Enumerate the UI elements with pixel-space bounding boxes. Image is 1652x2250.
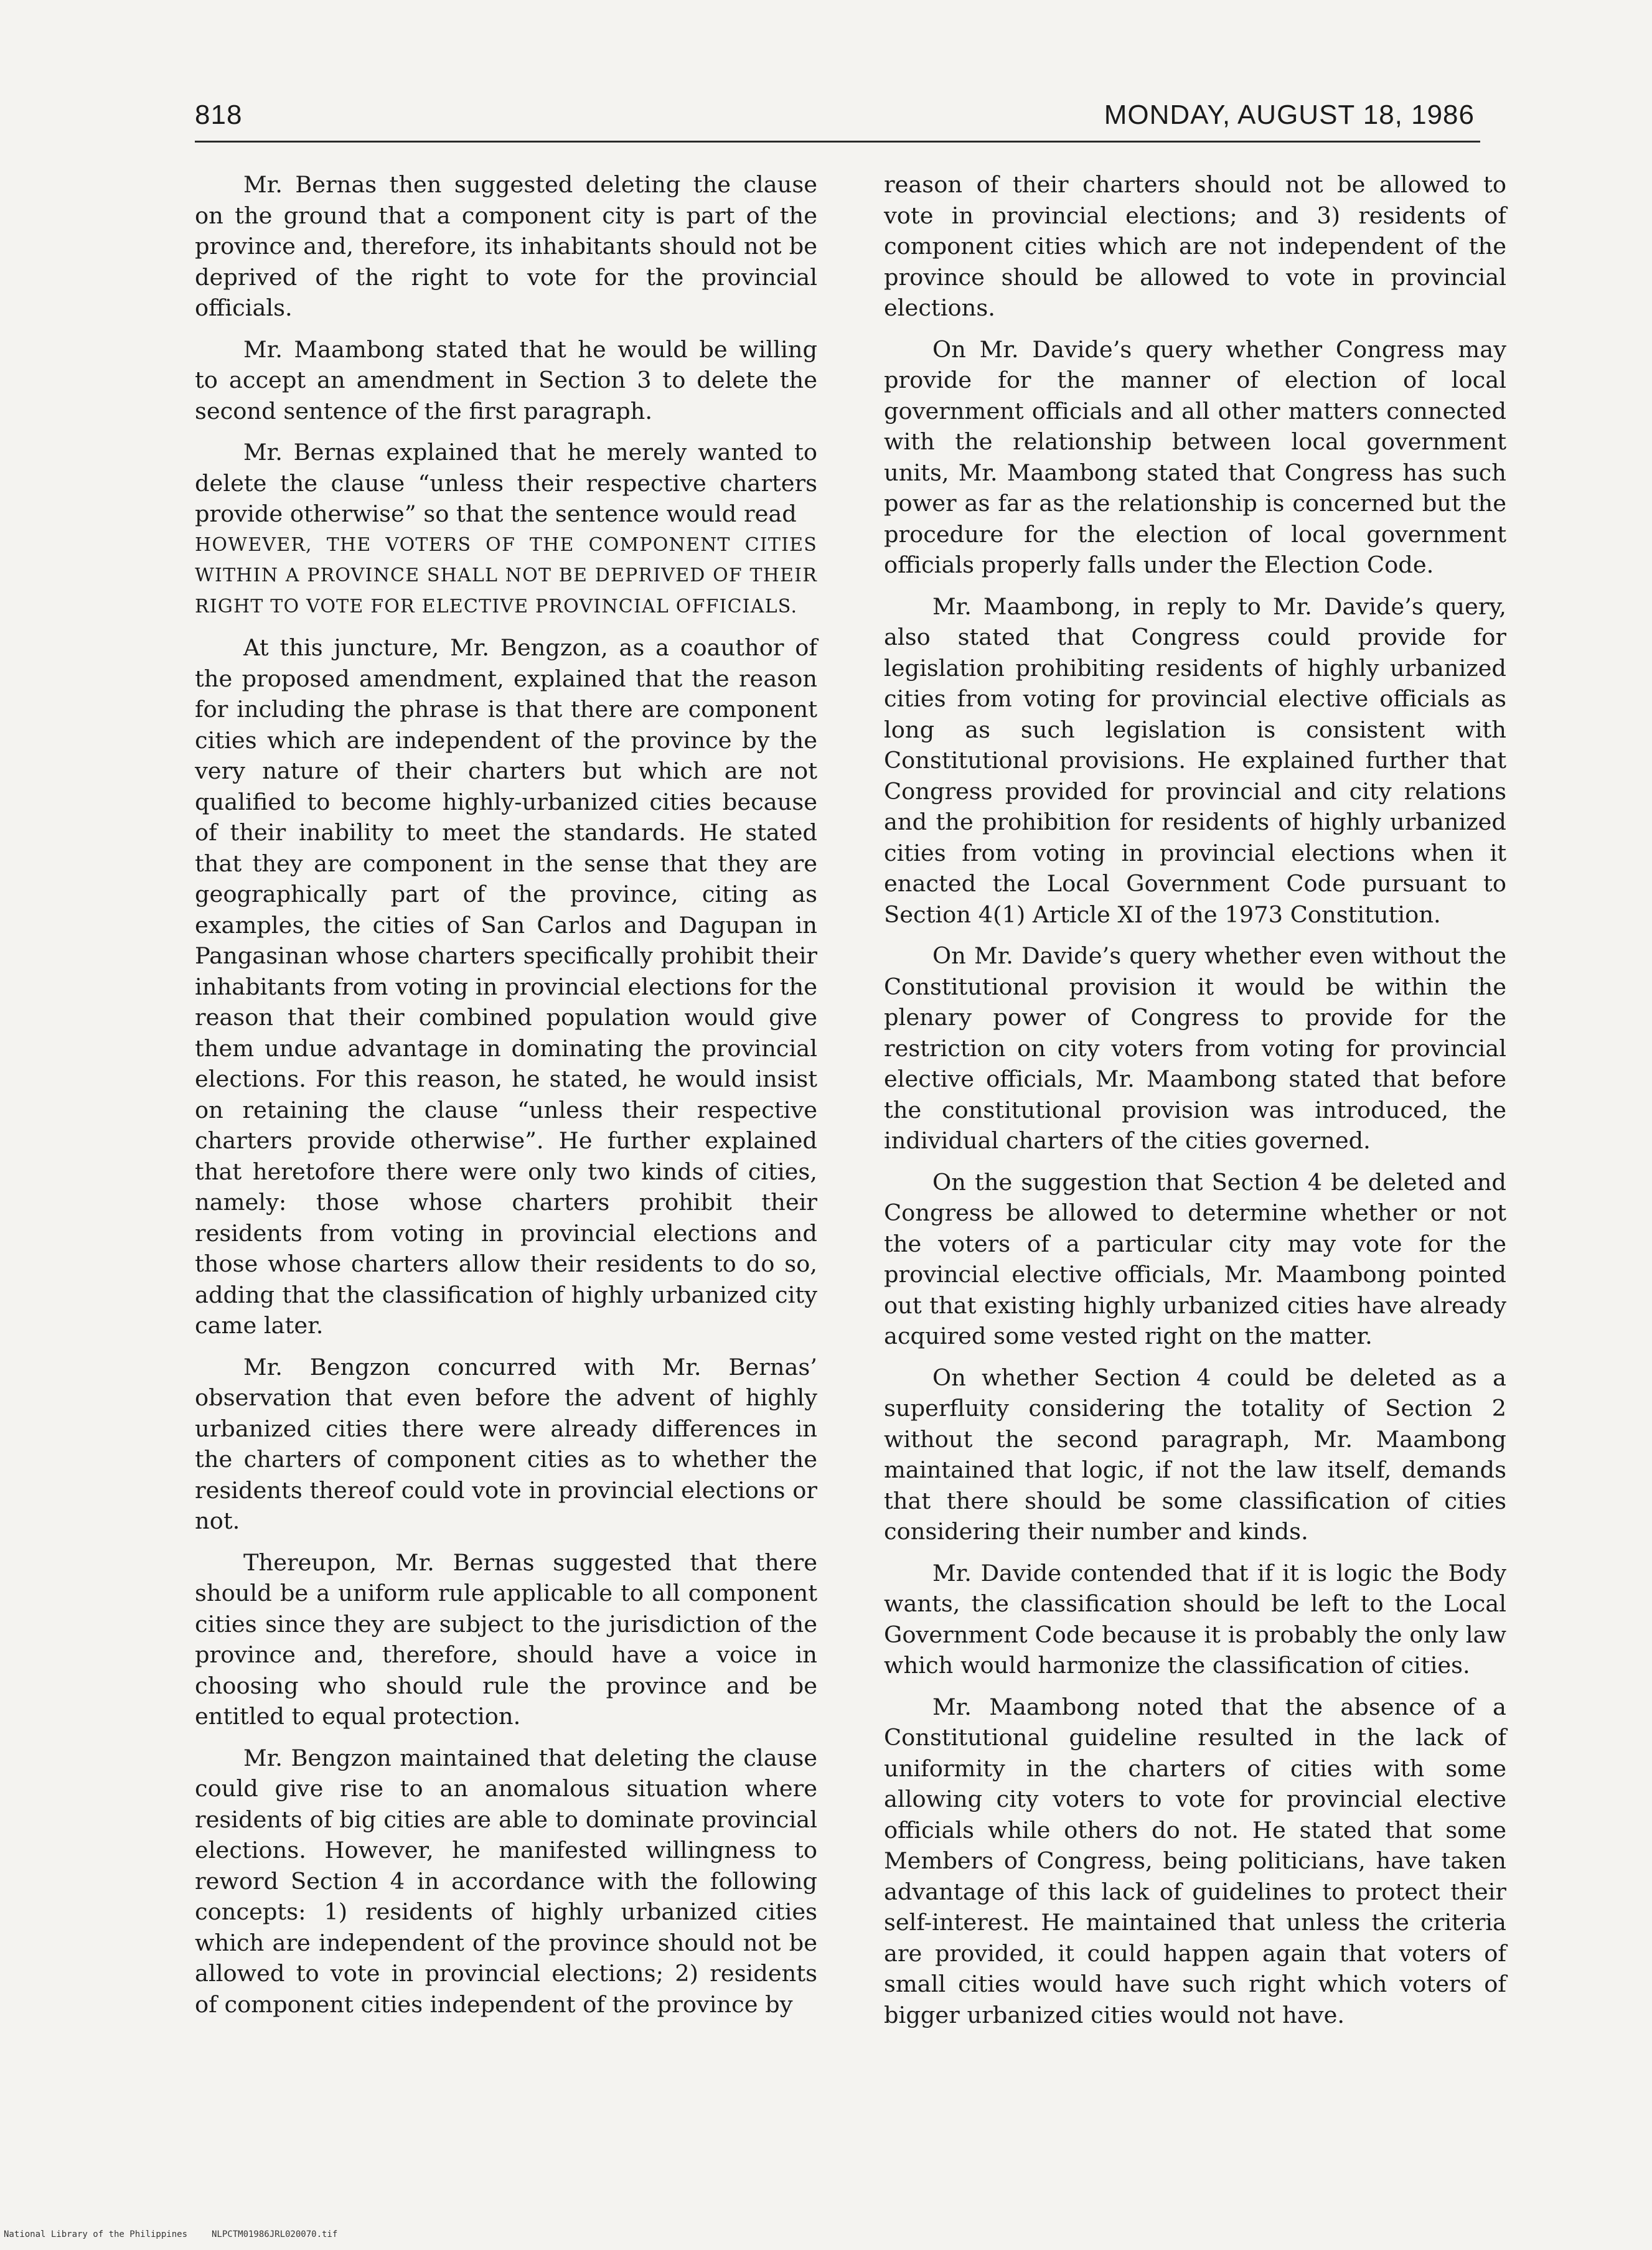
paragraph: At this juncture, Mr. Bengzon, as a coauthor of the proposed amendment, explained that the reason for including the phrase is that there are component cities which are independent of the province by the very nature of their charters but which are not qualified to become highly-urbanized cities because of their inability to meet the standards. He stated that they are component in the sense that they are geographically part of the province, citing as examples, the cities of San Carlos and Dagupan in Pangasinan whose charters specifically prohibit their inhabitants from voting in provincial elections for the reason that their combined population would give them undue advantage in dominating the provincial elections. For this reason, he stated, he would insist on retaining the clause “unless their respective charters provide otherwise”. He further explained that heretofore there were only two kinds of cities, namely: those whose charters prohibit their residents from voting in provincial elections and those whose charters allow their residents to do so, adding that the classification of highly urbanized city came later. [195, 634, 817, 1339]
quoted-amendment: HOWEVER, THE VOTERS OF THE COMPONENT CITIES WITHIN A PROVINCE SHALL NOT BE DEPRIVED OF THEIR RIGHT TO VOTE FOR ELECTIVE PROVINCIAL OFFICIALS. [195, 533, 817, 617]
paragraph: Mr. Bengzon concurred with Mr. Bernas’ observation that even before the advent of highly urbanized cities there were already differences in the charters of component cities as to whether the residents thereof could vote in provincial elections or not. [195, 1353, 817, 1534]
paragraph: Mr. Maambong, in reply to Mr. Davide’s query, also stated that Congress could provide for legislation prohibiting residents of highly urbanized cities from voting for provincial elective officials as long as such legislation is consistent with Constitutional provisions. He explained further that Congress provided for provincial and city relations and the prohibition for residents of highly urbanized cities from voting in provincial elections when it enacted the Local Government Code pursuant to Section 4(1) Article XI of the 1973 Constitution. [884, 593, 1506, 928]
paragraph: Mr. Davide contended that if it is logic the Body wants, the classification should be left to the Local Government Code because it is probably the only law which would harmonize the classification of cities. [884, 1559, 1506, 1679]
paragraph: Mr. Bernas then suggested deleting the clause on the ground that a component city is part of the province and, therefore, its inhabitants should not be deprived of the right to vote for the provincial officials. [195, 171, 817, 321]
footer-library: National Library of the Philippines [4, 2229, 188, 2239]
right-column [884, 169, 1506, 2041]
page-date: MONDAY, AUGUST 18, 1986 [1104, 100, 1475, 130]
paragraph: On Mr. Davide’s query whether Congress may provide for the manner of election of local government officials and all other matters connected with the relationship between local government units, Mr. Maambong stated that Congress has such power as far as the relationship is concerned but the procedure for the election of local government officials properly falls under the Election Code. [884, 335, 1506, 578]
paragraph: Mr. Maambong stated that he would be willing to accept an amendment in Section 3 to delete the second sentence of the first paragraph. [195, 335, 817, 424]
left-column [195, 169, 817, 2030]
header-rule [195, 141, 1480, 143]
paragraph: Mr. Bengzon maintained that deleting the clause could give rise to an anomalous situation where residents of big cities are able to dominate provincial elections. However, he manifested willingness to reword Section 4 in accordance with the following concepts: 1) residents of highly urbanized cities which are independent of the province should not be allowed to vote in provincial elections; 2) residents of component cities independent of the province by [195, 1744, 817, 2018]
page-number: 818 [195, 100, 243, 130]
paragraph: Thereupon, Mr. Bernas suggested that there should be a uniform rule applicable to all component cities since they are subject to the jurisdiction of the province and, therefore, should have a voice in choosing who should rule the province and be entitled to equal protection. [195, 1549, 817, 1730]
paragraph: Mr. Bernas explained that he merely wanted to delete the clause “unless their respective charters provide otherwise” so that the sentence would read [195, 439, 817, 527]
footer-file: NLPCTM01986JRL020070.tif [212, 2229, 338, 2239]
paragraph: On the suggestion that Section 4 be deleted and Congress be allowed to determine whether or not the voters of a particular city may vote for the provincial elective officials, Mr. Maambong pointed out that existing highly urbanized cities have already acquired some vested right on the matter. [884, 1168, 1506, 1349]
paragraph: On whether Section 4 could be deleted as a superfluity considering the totality of Section 2 without the second paragraph, Mr. Maambong maintained that logic, if not the law itself, demands that there should be some classification of cities considering their number and kinds. [884, 1364, 1506, 1545]
paragraph: On Mr. Davide’s query whether even without the Constitutional provision it would be within the plenary power of Congress to provide for the restriction on city voters from voting for provincial elective officials, Mr. Maambong stated that before the constitutional provision was introduced, the individual charters of the cities governed. [884, 942, 1506, 1154]
paragraph: reason of their charters should not be allowed to vote in provincial elections; and 3) residents of component cities which are not independent of the province should be allowed to vote in provincial elections. [884, 171, 1506, 321]
paragraph: Mr. Maambong noted that the absence of a Constitutional guideline resulted in the lack of uniformity in the charters of cities with some allowing city voters to vote for provincial elective officials while others do not. He stated that some Members of Congress, being politicians, have taken advantage of this lack of guidelines to protect their self-interest. He maintained that unless the criteria are provided, it could happen again that voters of small cities would have such right which voters of bigger urbanized cities would not have. [884, 1693, 1506, 2028]
